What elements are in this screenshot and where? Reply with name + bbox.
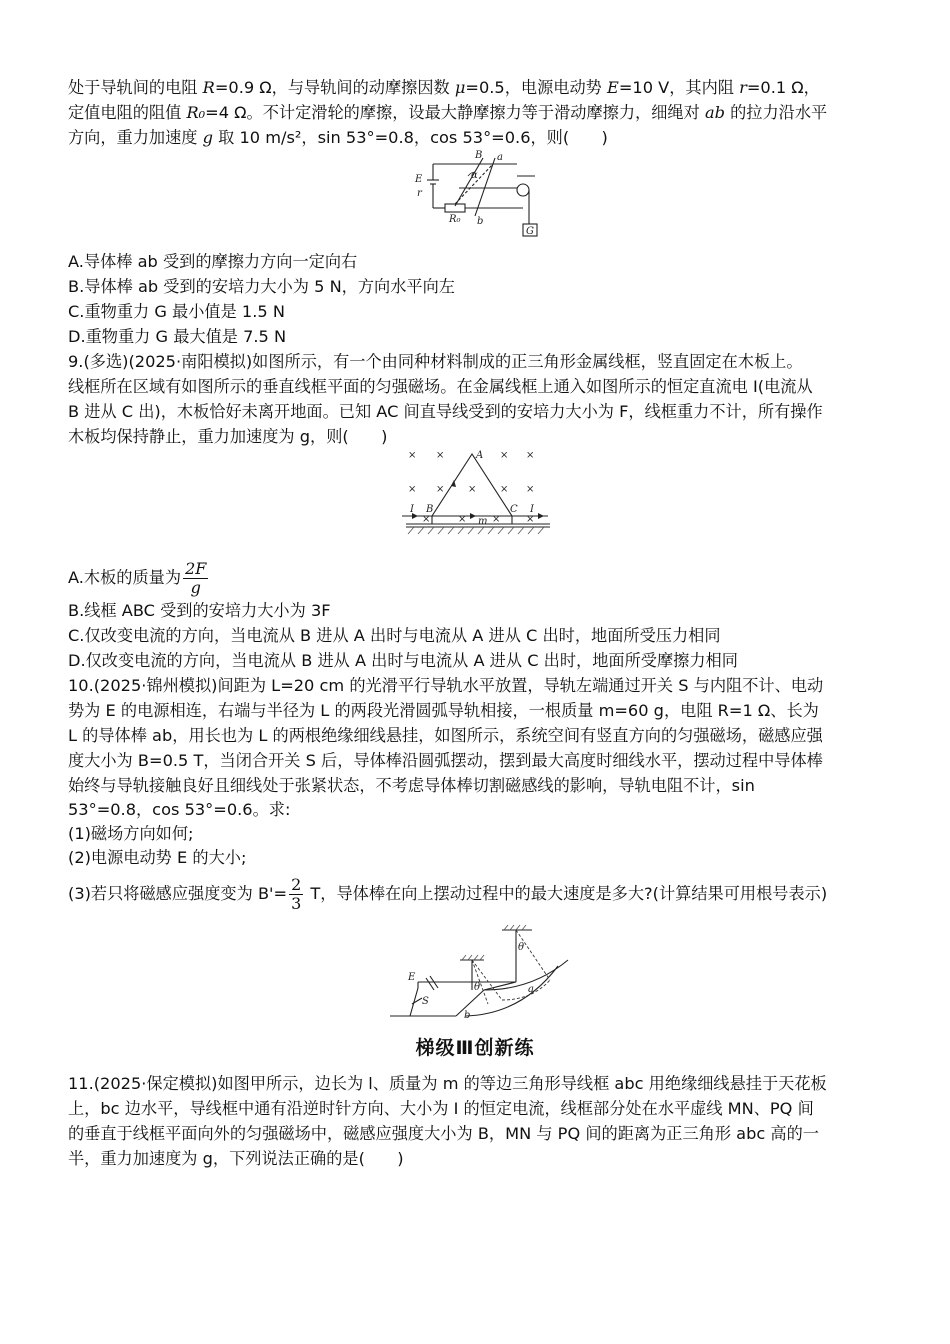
text: (3)若只将磁感应强度变为 B'= [68, 884, 288, 903]
q9-option-c: C.仅改变电流的方向，当电流从 B 进从 A 出时与电流从 A 进从 C 出时，地面所受压力相同 [68, 626, 721, 645]
label-theta-lower: θ [474, 982, 481, 993]
numerator: 2 [291, 875, 302, 894]
text: T，导体棒在向上摆动过程中的最大速度是多大?(计算结果可用根号表示) [305, 884, 828, 903]
label-A: A [476, 450, 484, 461]
cross-mark: × [436, 450, 445, 461]
cross-mark: × [408, 484, 417, 495]
q10-line-6: 53°=0.8，cos 53°=0.6。求: [68, 800, 291, 819]
q8-option-a: A.导体棒 ab 受到的摩擦力方向一定向右 [68, 252, 358, 271]
label-m: m [478, 516, 488, 527]
q11-line-4: 半，重力加速度为 g，下列说法正确的是( ) [68, 1149, 404, 1168]
figure-rails-circuit [405, 148, 545, 240]
q10-sub-3 [68, 876, 827, 913]
text: 的拉力沿水平 [724, 103, 828, 122]
q10-sub-2: (2)电源电动势 E 的大小; [68, 848, 247, 867]
q9-option-a [68, 560, 210, 597]
fraction-2-over-3 [289, 876, 303, 913]
cross-mark: × [422, 514, 431, 525]
q8-line-1 [68, 76, 820, 100]
label-alpha: α [471, 170, 478, 181]
text: =0.9 Ω，与导轨间的动摩擦因数 [214, 78, 455, 97]
var-R: R [202, 78, 215, 97]
text: =10 V，其内阻 [618, 78, 740, 97]
q9-line-2: 线框所在区域有如图所示的垂直线框平面的匀强磁场。在金属线框上通入如图所示的恒定直流电 I(电流从 [68, 377, 813, 396]
label-I-left: I [410, 504, 414, 515]
denominator: g [190, 578, 201, 597]
label-E: E [408, 972, 416, 983]
figure-pendulum-rails [382, 920, 572, 1022]
text: =0.1 Ω， [746, 78, 820, 97]
label-b: b [477, 216, 484, 227]
var-ab: ab [704, 103, 725, 122]
q8-line-2 [68, 101, 827, 125]
denominator: 3 [291, 894, 302, 913]
q11-line-3: 的垂直于线框平面向外的匀强磁场中，磁感应强度大小为 B，MN 与 PQ 间的距离为正三角形 abc 高的一 [68, 1124, 819, 1143]
label-E: E [415, 174, 423, 185]
label-S: S [422, 996, 429, 1007]
cross-mark: × [526, 450, 535, 461]
label-C: C [510, 504, 518, 515]
text: =4 Ω。不计定滑轮的摩擦，设最大静摩擦力等于滑动摩擦力，细绳对 [205, 103, 705, 122]
text: 定值电阻的阻值 [68, 103, 187, 122]
label-a: a [528, 984, 534, 995]
q8-option-c: C.重物重力 G 最小值是 1.5 N [68, 302, 285, 321]
var-r: r [739, 78, 747, 97]
cross-mark: × [526, 484, 535, 495]
cross-mark: × [468, 484, 477, 495]
text: 取 10 m/s²，sin 53°=0.8，cos 53°=0.6，则( ) [213, 128, 608, 147]
label-G: G [526, 226, 534, 237]
cross-mark: × [526, 514, 535, 525]
label-theta-upper: θ [518, 942, 525, 953]
text: 处于导轨间的电阻 [68, 78, 203, 97]
label-B: B [426, 504, 434, 515]
text: A.木板的质量为 [68, 568, 182, 587]
q8-line-3 [68, 126, 608, 150]
q9-line-4: 木板均保持静止，重力加速度为 g，则( ) [68, 427, 388, 446]
q10-line-4: 度大小为 B=0.5 T，当闭合开关 S 后，导体棒沿圆弧摆动，摆到最大高度时细线水平，摆动过程中导体棒 [68, 751, 823, 770]
text: =0.5，电源电动势 [465, 78, 607, 97]
var-R0: R₀ [186, 103, 206, 122]
fraction-2F-over-g [183, 560, 208, 597]
label-I-right: I [530, 504, 534, 515]
q8-option-b: B.导体棒 ab 受到的安培力大小为 5 N，方向水平向左 [68, 277, 455, 296]
q11-line-1: 11.(2025·保定模拟)如图甲所示，边长为 l、质量为 m 的等边三角形导线框 abc 用绝缘细线悬挂于天花板 [68, 1074, 827, 1093]
numerator: 2F [185, 559, 207, 578]
section-heading: 梯级Ⅲ创新练 [415, 1037, 535, 1059]
figure-triangle-frame [398, 446, 558, 538]
cross-mark: × [436, 484, 445, 495]
q8-option-d: D.重物重力 G 最大值是 7.5 N [68, 327, 287, 346]
q9-option-d: D.仅改变电流的方向，当电流从 B 进从 A 出时与电流从 A 进从 C 出时，地面所受摩擦力相同 [68, 651, 738, 670]
cross-mark: × [458, 514, 467, 525]
label-b: b [464, 1010, 471, 1021]
cross-mark: × [500, 450, 509, 461]
var-mu: μ [454, 78, 466, 97]
q9-option-b: B.线框 ABC 受到的安培力大小为 3F [68, 601, 331, 620]
q10-line-3: L 的导体棒 ab，用长也为 L 的两根绝缘细线悬挂，如图所示，系统空间有竖直方向的匀强磁场，磁感应强 [68, 726, 823, 745]
q10-line-5: 始终与导轨接触良好且细线处于张紧状态，不考虑导体棒切割磁感线的影响，导轨电阻不计，sin [68, 776, 755, 795]
var-E: E [607, 78, 619, 97]
q9-line-1: 9.(多选)(2025·南阳模拟)如图所示，有一个由同种材料制成的正三角形金属线框，竖直固定在木板上。 [68, 352, 803, 371]
q10-sub-1: (1)磁场方向如何; [68, 824, 194, 843]
label-r: r [417, 188, 422, 199]
label-a: a [497, 152, 503, 163]
q10-line-2: 势为 E 的电源相连，右端与半径为 L 的两段光滑圆弧导轨相接，一根质量 m=60 g，电阻 R=1 Ω、长为 [68, 701, 819, 720]
q11-line-2: 上，bc 边水平，导线框中通有沿逆时针方向、大小为 I 的恒定电流，线框部分处在水平虚线 MN、PQ 间 [68, 1099, 814, 1118]
cross-mark: × [492, 514, 501, 525]
text: 方向，重力加速度 [68, 128, 203, 147]
label-R0: R₀ [449, 214, 461, 225]
var-g: g [202, 128, 214, 147]
cross-mark: × [500, 484, 509, 495]
cross-mark: × [408, 450, 417, 461]
q9-line-3: B 进从 C 出)，木板恰好未离开地面。已知 AC 间直导线受到的安培力大小为 F，线框重力不计，所有操作 [68, 402, 823, 421]
label-B: B [475, 150, 483, 161]
q10-line-1: 10.(2025·锦州模拟)间距为 L=20 cm 的光滑平行导轨水平放置，导轨左端通过开关 S 与内阻不计、电动 [68, 676, 824, 695]
